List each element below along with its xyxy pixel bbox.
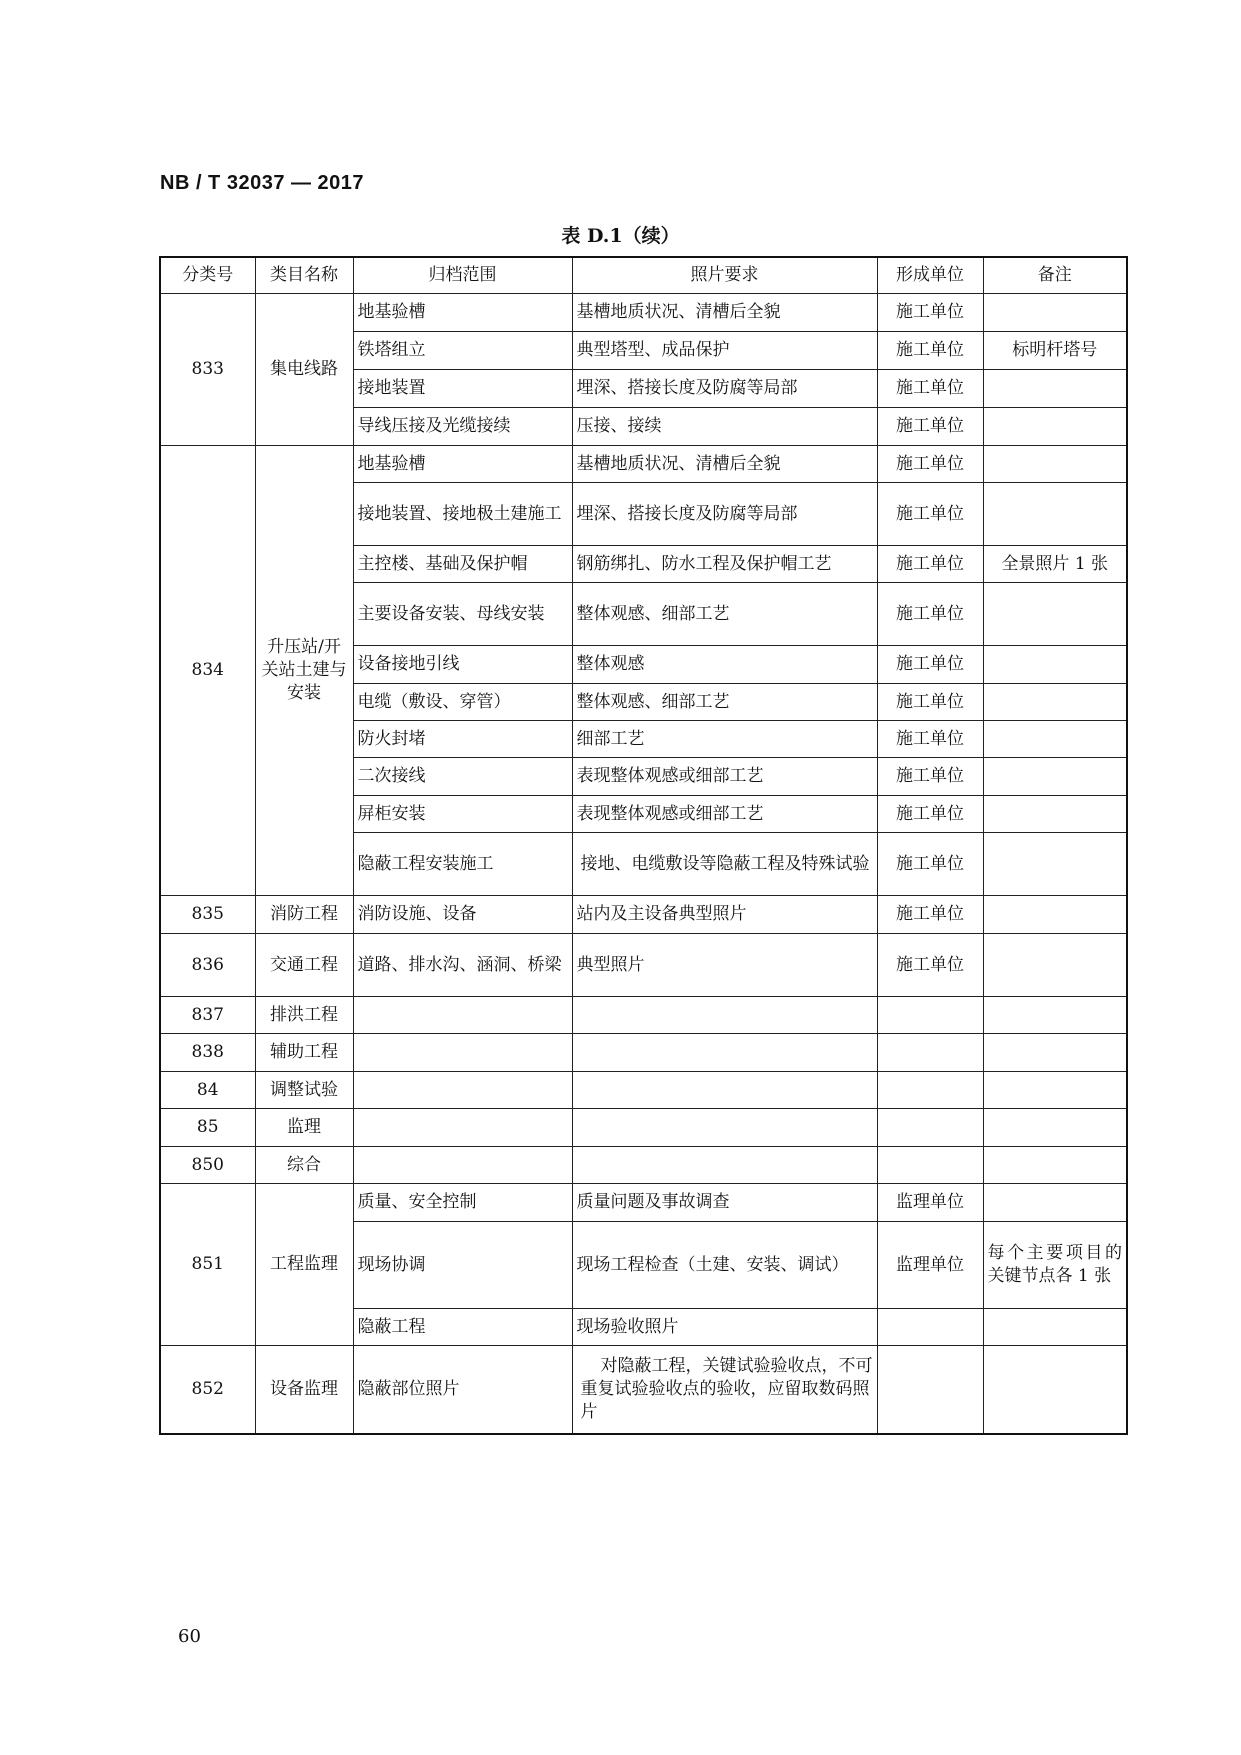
photo-requirement: 埋深、搭接长度及防腐等局部 bbox=[572, 483, 877, 546]
category-name: 集电线路 bbox=[255, 294, 353, 446]
photo-requirement: 压接、接续 bbox=[572, 408, 877, 446]
remark bbox=[983, 721, 1127, 758]
remark bbox=[983, 583, 1127, 646]
forming-unit: 施工单位 bbox=[877, 758, 983, 796]
forming-unit: 施工单位 bbox=[877, 934, 983, 997]
photo-requirement: 基槽地质状况、清槽后全貌 bbox=[572, 446, 877, 483]
category-code: 833 bbox=[160, 294, 255, 446]
photo-requirement bbox=[572, 997, 877, 1034]
standard-code: NB / T 32037 — 2017 bbox=[160, 172, 365, 194]
category-name: 调整试验 bbox=[255, 1072, 353, 1109]
column-header-scope: 归档范围 bbox=[353, 257, 572, 294]
remark bbox=[983, 997, 1127, 1034]
table-caption: 表 D.1（续） bbox=[561, 225, 680, 247]
archive-scope: 铁塔组立 bbox=[353, 332, 572, 370]
table-header-row bbox=[160, 257, 1127, 294]
category-name: 综合 bbox=[255, 1147, 353, 1184]
forming-unit: 施工单位 bbox=[877, 332, 983, 370]
archive-scope bbox=[353, 1109, 572, 1147]
forming-unit: 施工单位 bbox=[877, 684, 983, 721]
forming-unit: 施工单位 bbox=[877, 483, 983, 546]
archive-scope: 隐蔽工程 bbox=[353, 1309, 572, 1346]
forming-unit: 施工单位 bbox=[877, 446, 983, 483]
archive-scope: 二次接线 bbox=[353, 758, 572, 796]
forming-unit bbox=[877, 1034, 983, 1072]
forming-unit: 监理单位 bbox=[877, 1184, 983, 1222]
photo-requirement: 整体观感、细部工艺 bbox=[572, 684, 877, 721]
archive-scope: 接地装置 bbox=[353, 370, 572, 408]
remark bbox=[983, 796, 1127, 833]
archive-scope: 导线压接及光缆接续 bbox=[353, 408, 572, 446]
remark bbox=[983, 446, 1127, 483]
photo-requirement: 埋深、搭接长度及防腐等局部 bbox=[572, 370, 877, 408]
forming-unit bbox=[877, 1109, 983, 1147]
remark bbox=[983, 833, 1127, 896]
photo-requirement: 基槽地质状况、清槽后全貌 bbox=[572, 294, 877, 332]
remark bbox=[983, 294, 1127, 332]
column-header-code: 分类号 bbox=[160, 257, 255, 294]
remark: 标明杆塔号 bbox=[983, 332, 1127, 370]
table-row bbox=[160, 1147, 1127, 1184]
forming-unit: 施工单位 bbox=[877, 796, 983, 833]
remark bbox=[983, 758, 1127, 796]
remark bbox=[983, 1072, 1127, 1109]
photo-requirement bbox=[572, 1034, 877, 1072]
archive-scope: 道路、排水沟、涵洞、桥梁 bbox=[353, 934, 572, 997]
table-row bbox=[160, 896, 1127, 934]
category-code: 851 bbox=[160, 1184, 255, 1346]
category-code: 838 bbox=[160, 1034, 255, 1072]
archive-scope: 消防设施、设备 bbox=[353, 896, 572, 934]
forming-unit: 施工单位 bbox=[877, 721, 983, 758]
category-code: 852 bbox=[160, 1346, 255, 1434]
archive-scope: 地基验槽 bbox=[353, 294, 572, 332]
forming-unit bbox=[877, 1309, 983, 1346]
forming-unit: 施工单位 bbox=[877, 294, 983, 332]
remark bbox=[983, 684, 1127, 721]
forming-unit: 施工单位 bbox=[877, 896, 983, 934]
forming-unit bbox=[877, 1147, 983, 1184]
table-row bbox=[160, 934, 1127, 997]
archive-scope bbox=[353, 997, 572, 1034]
category-name: 工程监理 bbox=[255, 1184, 353, 1346]
archive-scope: 设备接地引线 bbox=[353, 646, 572, 684]
remark bbox=[983, 1109, 1127, 1147]
remark bbox=[983, 1034, 1127, 1072]
table-row bbox=[160, 1072, 1127, 1109]
category-code: 834 bbox=[160, 446, 255, 896]
remark bbox=[983, 1184, 1127, 1222]
category-code: 84 bbox=[160, 1072, 255, 1109]
photo-requirement: 站内及主设备典型照片 bbox=[572, 896, 877, 934]
archive-scope: 接地装置、接地极土建施工 bbox=[353, 483, 572, 546]
table-row bbox=[160, 997, 1127, 1034]
column-header-note: 备注 bbox=[983, 257, 1127, 294]
archive-scope: 现场协调 bbox=[353, 1222, 572, 1309]
photo-requirement: 典型照片 bbox=[572, 934, 877, 997]
category-code: 835 bbox=[160, 896, 255, 934]
archive-scope: 主要设备安装、母线安装 bbox=[353, 583, 572, 646]
remark bbox=[983, 1147, 1127, 1184]
table-row bbox=[160, 1184, 1127, 1222]
forming-unit bbox=[877, 1072, 983, 1109]
photo-requirement: 钢筋绑扎、防水工程及保护帽工艺 bbox=[572, 546, 877, 583]
photo-requirement bbox=[572, 1072, 877, 1109]
forming-unit: 监理单位 bbox=[877, 1222, 983, 1309]
photo-requirement: 整体观感、细部工艺 bbox=[572, 583, 877, 646]
table-row bbox=[160, 1034, 1127, 1072]
photo-requirement: 现场验收照片 bbox=[572, 1309, 877, 1346]
category-code: 836 bbox=[160, 934, 255, 997]
remark bbox=[983, 370, 1127, 408]
archive-scope: 隐蔽部位照片 bbox=[353, 1346, 572, 1434]
archive-scope bbox=[353, 1147, 572, 1184]
archive-scope: 屏柜安装 bbox=[353, 796, 572, 833]
photo-requirement: 表现整体观感或细部工艺 bbox=[572, 758, 877, 796]
archive-scope: 质量、安全控制 bbox=[353, 1184, 572, 1222]
category-name: 消防工程 bbox=[255, 896, 353, 934]
remark bbox=[983, 1309, 1127, 1346]
category-name: 监理 bbox=[255, 1109, 353, 1147]
table-row bbox=[160, 446, 1127, 483]
remark bbox=[983, 483, 1127, 546]
photo-requirement bbox=[572, 1109, 877, 1147]
photo-requirement: 对隐蔽工程，关键试验验收点，不可重复试验验收点的验收，应留取数码照片 bbox=[572, 1346, 877, 1434]
category-name: 设备监理 bbox=[255, 1346, 353, 1434]
category-name: 升压站/开关站土建与安装 bbox=[255, 446, 353, 896]
archive-scope: 隐蔽工程安装施工 bbox=[353, 833, 572, 896]
category-name: 排洪工程 bbox=[255, 997, 353, 1034]
column-header-requirement: 照片要求 bbox=[572, 257, 877, 294]
archive-scope: 地基验槽 bbox=[353, 446, 572, 483]
archive-scope: 电缆（敷设、穿管） bbox=[353, 684, 572, 721]
forming-unit: 施工单位 bbox=[877, 833, 983, 896]
photo-requirement bbox=[572, 1147, 877, 1184]
photo-requirement: 现场工程检查（土建、安装、调试） bbox=[572, 1222, 877, 1309]
category-code: 837 bbox=[160, 997, 255, 1034]
archive-scope: 防火封堵 bbox=[353, 721, 572, 758]
archive-scope bbox=[353, 1034, 572, 1072]
column-header-unit: 形成单位 bbox=[877, 257, 983, 294]
forming-unit: 施工单位 bbox=[877, 408, 983, 446]
category-name: 辅助工程 bbox=[255, 1034, 353, 1072]
photo-requirement: 质量问题及事故调查 bbox=[572, 1184, 877, 1222]
table-row bbox=[160, 1346, 1127, 1434]
forming-unit: 施工单位 bbox=[877, 646, 983, 684]
forming-unit bbox=[877, 1346, 983, 1434]
archive-scope: 主控楼、基础及保护帽 bbox=[353, 546, 572, 583]
forming-unit bbox=[877, 997, 983, 1034]
remark bbox=[983, 646, 1127, 684]
remark bbox=[983, 896, 1127, 934]
forming-unit: 施工单位 bbox=[877, 583, 983, 646]
remark bbox=[983, 934, 1127, 997]
photo-requirement: 典型塔型、成品保护 bbox=[572, 332, 877, 370]
column-header-name: 类目名称 bbox=[255, 257, 353, 294]
table-row bbox=[160, 294, 1127, 332]
remark: 每个主要项目的关键节点各 1 张 bbox=[983, 1222, 1127, 1309]
table-row bbox=[160, 1109, 1127, 1147]
archive-photo-table bbox=[159, 256, 1128, 1435]
photo-requirement: 细部工艺 bbox=[572, 721, 877, 758]
remark bbox=[983, 1346, 1127, 1434]
remark: 全景照片 1 张 bbox=[983, 546, 1127, 583]
archive-scope bbox=[353, 1072, 572, 1109]
category-name: 交通工程 bbox=[255, 934, 353, 997]
photo-requirement: 整体观感 bbox=[572, 646, 877, 684]
page-number: 60 bbox=[178, 1626, 201, 1647]
category-code: 850 bbox=[160, 1147, 255, 1184]
photo-requirement: 接地、电缆敷设等隐蔽工程及特殊试验 bbox=[572, 833, 877, 896]
remark bbox=[983, 408, 1127, 446]
forming-unit: 施工单位 bbox=[877, 546, 983, 583]
forming-unit: 施工单位 bbox=[877, 370, 983, 408]
category-code: 85 bbox=[160, 1109, 255, 1147]
photo-requirement: 表现整体观感或细部工艺 bbox=[572, 796, 877, 833]
